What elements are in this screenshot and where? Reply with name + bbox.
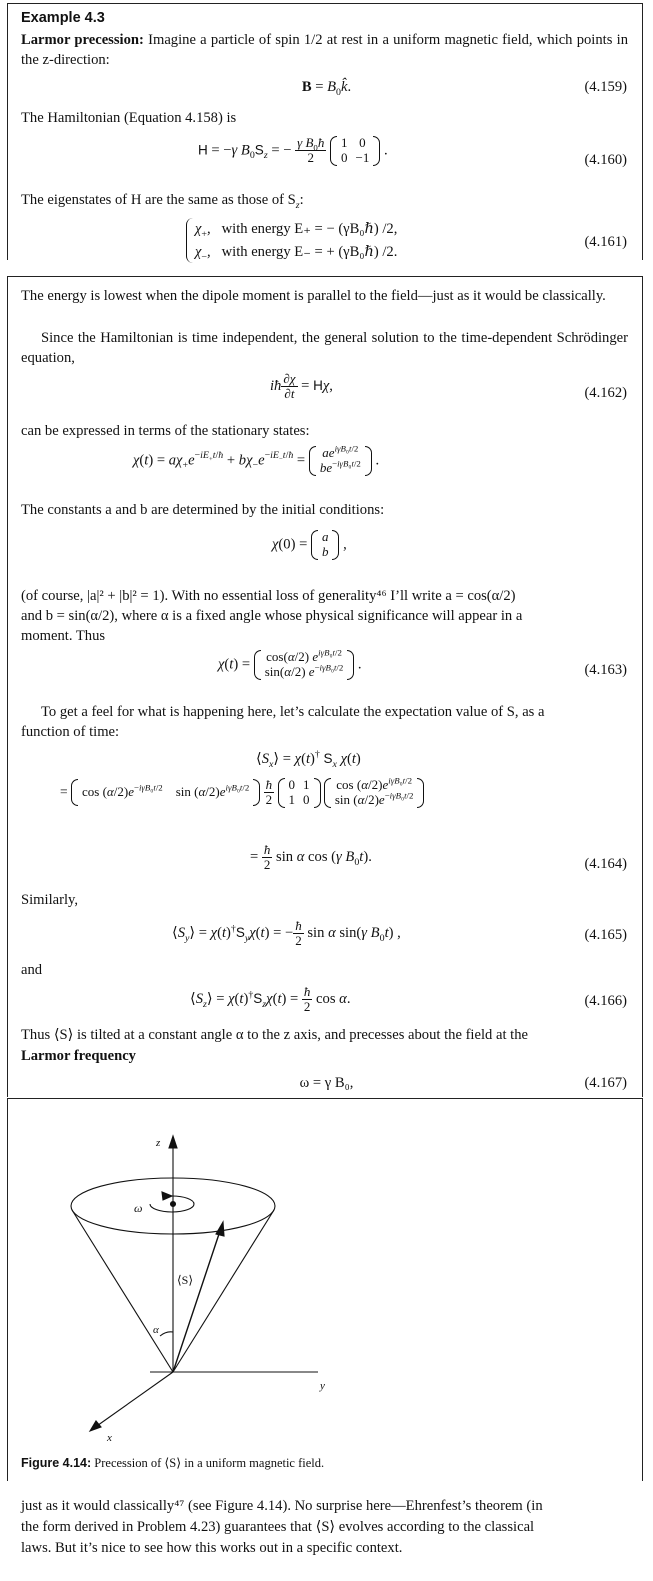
eq163-label: (4.163)	[584, 662, 627, 678]
s-vector	[173, 1228, 221, 1372]
label-z: z	[156, 1137, 161, 1149]
equation-4-163: χ(t) = cos(α/2) $e^{i\gamma B_0t/2}$ sin(α/2) $e^{-i\gamma B_0t/2}$ .	[218, 647, 362, 679]
s-vector-arrow	[216, 1222, 224, 1236]
label-alpha: α	[153, 1324, 159, 1336]
course-line3: moment. Thus	[21, 628, 106, 644]
closing-line3: laws. But it’s nice to see how this works out in a specific context.	[21, 1540, 403, 1556]
eq161-line2: with energy E₋ = + (γB₀ℏ) /2.	[221, 243, 398, 260]
eq159-label: (4.159)	[584, 79, 627, 95]
label-s: ⟨S⟩	[177, 1273, 194, 1287]
equation-4-166: $⟨S_z⟩ = \chi(t)^\dagger S_z\chi(t)$ = $\frac{ħ}{2}$ cos α.	[190, 984, 351, 1015]
example-heading: Example 4.3	[21, 10, 105, 26]
lead-text: Imagine a particle of spin 1/2 at rest in a uniform magnetic field, which points in the z-direction:	[21, 32, 628, 68]
cone-left-side	[72, 1210, 173, 1372]
closing-line2: the form derived in Problem 4.23) guarantees that ⟨S⟩ evolves according to the classical	[21, 1519, 535, 1535]
feel-line1: To get a feel for what is happening here, let’s calculate the expectation value of S, as a	[41, 704, 545, 720]
equation-sx-expand: = $\cos (\alpha/2)e^{-i\gamma B_0t/2}$ $\sin (\alpha/2)e^{i\gamma B_0t/2}$ $\frac{ħ}{2}$ 0 1 1 0 $\cos (\alpha/2)e^{i\gamma B_0t/2}$ $\sin (\alpha/2)e^{-i\gamma B_0t/2}$	[60, 778, 424, 808]
equation-4-159: $B = B_0k̂$.	[301, 79, 352, 98]
hamiltonian-intro: The Hamiltonian (Equation 4.158) is	[21, 110, 237, 126]
eq162-label: (4.162)	[584, 385, 627, 401]
alpha-arc	[160, 1332, 173, 1336]
precession-figure	[0, 1100, 653, 1460]
label-omega: ω	[134, 1201, 143, 1215]
equation-chi-0: χ(0) = a b ,	[272, 529, 347, 559]
x-axis-arrow	[90, 1421, 101, 1431]
label-y: y	[320, 1380, 325, 1392]
eq161-line1: with energy E₊ = − (γB₀ℏ) /2,	[221, 221, 398, 237]
para-hamiltonian-time: Since the Hamiltonian is time independent, the general solution to the time-dependent Schrödinger equation,	[21, 330, 628, 366]
caption-bold: Figure 4.14:	[21, 1456, 92, 1470]
eq160-label: (4.160)	[584, 152, 627, 168]
x-axis	[94, 1372, 173, 1428]
example-lead	[21, 31, 628, 71]
caption-text: Precession of ⟨S⟩ in a uniform magnetic field.	[91, 1456, 325, 1470]
equation-4-162: iħ $\frac{\partial\chi}{\partial t}$ = Hχ,	[270, 371, 333, 402]
course-line2: and b = sin(α/2), where α is a fixed angle whose physical significance will appear in a	[21, 608, 523, 624]
cone-center-dot	[171, 1202, 176, 1207]
course-line1: (of course, |a|² + |b|² = 1). With no essential loss of generality⁴⁶ I’ll write a = cos(α/2)	[21, 588, 516, 604]
equation-4-164: = $\frac{ħ}{2}$ sin α cos (γ $B_0t$).	[250, 842, 372, 873]
eigen-intro: The eigenstates of H are the same as those of $S_z$:	[21, 192, 304, 211]
equation-4-161	[186, 218, 397, 263]
z-axis-arrow	[169, 1136, 177, 1148]
stationary-intro: can be expressed in terms of the stationary states:	[21, 423, 310, 439]
constants-intro: The constants a and b are determined by the initial conditions:	[21, 502, 385, 518]
eq161-row-minus: $\chi_-$, with energy E₋ = + (γB₀ℏ) /2.	[195, 243, 398, 263]
equation-4-160: H = −γ $B_0S_z$ = − $\frac{\gamma B_0ħ}{2}$ 1 0 0 −1 .	[198, 135, 388, 166]
eq164-label: (4.164)	[584, 856, 627, 872]
eq166-label: (4.166)	[584, 993, 627, 1009]
lead-bold: Larmor precession:	[21, 32, 144, 48]
thus-line1: Thus ⟨S⟩ is tilted at a constant angle α to the z axis, and precesses about the field at the	[21, 1027, 528, 1043]
eigen-intro-text: The eigenstates of H are the same as those of S	[21, 192, 296, 208]
equation-4-167: ω = γ B₀,	[299, 1075, 354, 1091]
equation-sx-def: $⟨S_x⟩ = \chi(t)^\dagger$ $S_x$ χ(t)	[256, 749, 361, 770]
closing-line1: just as it would classically⁴⁷ (see Figure 4.14). No surprise here—Ehrenfest’s theorem (in	[21, 1498, 543, 1514]
equation-4-165: $⟨S_y⟩ = \chi(t)^\dagger S_y\chi(t)$ = − $\frac{ħ}{2}$ sin α sin(γ $B_0t$) ,	[172, 918, 401, 949]
feel-line2: function of time:	[21, 724, 120, 740]
para-energy-lowest: The energy is lowest when the dipole moment is parallel to the field—just as it would be classically.	[21, 288, 606, 304]
similarly: Similarly,	[21, 892, 79, 908]
eq167-label: (4.167)	[584, 1075, 627, 1091]
eq165-label: (4.165)	[584, 927, 627, 943]
eq161-row-plus: $\chi_+$, with energy E₊ = − (γB₀ℏ) /2,	[195, 221, 398, 240]
figure-caption	[21, 1455, 324, 1472]
equation-chi-t: $\chi(t) = a\chi_+e^{-iE_+t/ħ} + b\chi_-e^{-iE_-t/ħ}$ = $ae^{i\gamma B_0t/2}$ $be^{-i\gamma B_0t/2}$ .	[133, 443, 380, 475]
and: and	[21, 962, 43, 978]
larmor-frequency: Larmor frequency	[21, 1048, 136, 1064]
omega-arrowhead	[162, 1192, 172, 1200]
label-x: x	[107, 1432, 112, 1444]
eq161-label: (4.161)	[584, 234, 627, 250]
